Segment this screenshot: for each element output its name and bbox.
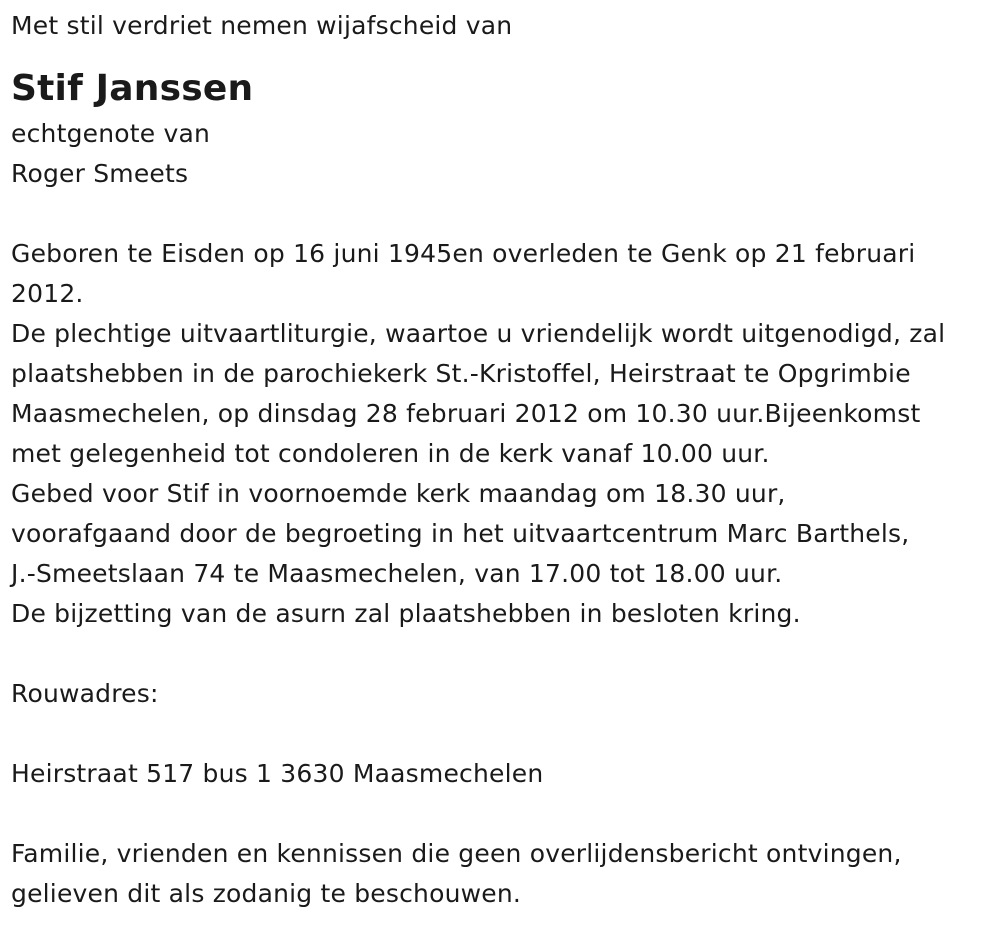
detail-line: De plechtige uitvaartliturgie, waartoe u vriendelijk wordt uitgenodigd, zal xyxy=(11,319,946,348)
closing-line: Familie, vrienden en kennissen die geen overlijdensbericht ontvingen, xyxy=(11,839,902,868)
detail-line: Maasmechelen, op dinsdag 28 februari 2012 om 10.30 uur.Bijeenkomst xyxy=(11,399,921,428)
detail-line: 2012. xyxy=(11,279,84,308)
spacer xyxy=(11,194,996,234)
detail-line: Gebed voor Stif in voornoemde kerk maandag om 18.30 uur, xyxy=(11,479,786,508)
mourning-address: Heirstraat 517 bus 1 3630 Maasmechelen xyxy=(11,759,544,788)
relation-text: echtgenote van xyxy=(11,119,211,148)
detail-line: J.-Smeetslaan 74 te Maasmechelen, van 17.00 tot 18.00 uur. xyxy=(11,559,783,588)
spacer xyxy=(11,634,996,674)
detail-line: Geboren te Eisden op 16 juni 1945en overleden te Genk op 21 februari xyxy=(11,239,916,268)
closing-line: gelieven dit als zodanig te beschouwen. xyxy=(11,879,522,908)
mourning-address-label: Rouwadres: xyxy=(11,679,159,708)
intro-text: Met stil verdriet nemen wijafscheid van xyxy=(11,11,513,40)
detail-line: met gelegenheid tot condoleren in de kerk vanaf 10.00 uur. xyxy=(11,439,770,468)
spouse-name: Roger Smeets xyxy=(11,159,189,188)
spacer xyxy=(11,794,996,834)
detail-line: voorafgaand door de begroeting in het uitvaartcentrum Marc Barthels, xyxy=(11,519,910,548)
spacer xyxy=(11,714,996,754)
deceased-name: Stif Janssen xyxy=(11,68,254,109)
detail-line: De bijzetting van de asurn zal plaatshebben in besloten kring. xyxy=(11,599,801,628)
detail-line: plaatshebben in de parochiekerk St.-Kristoffel, Heirstraat te Opgrimbie xyxy=(11,359,911,388)
